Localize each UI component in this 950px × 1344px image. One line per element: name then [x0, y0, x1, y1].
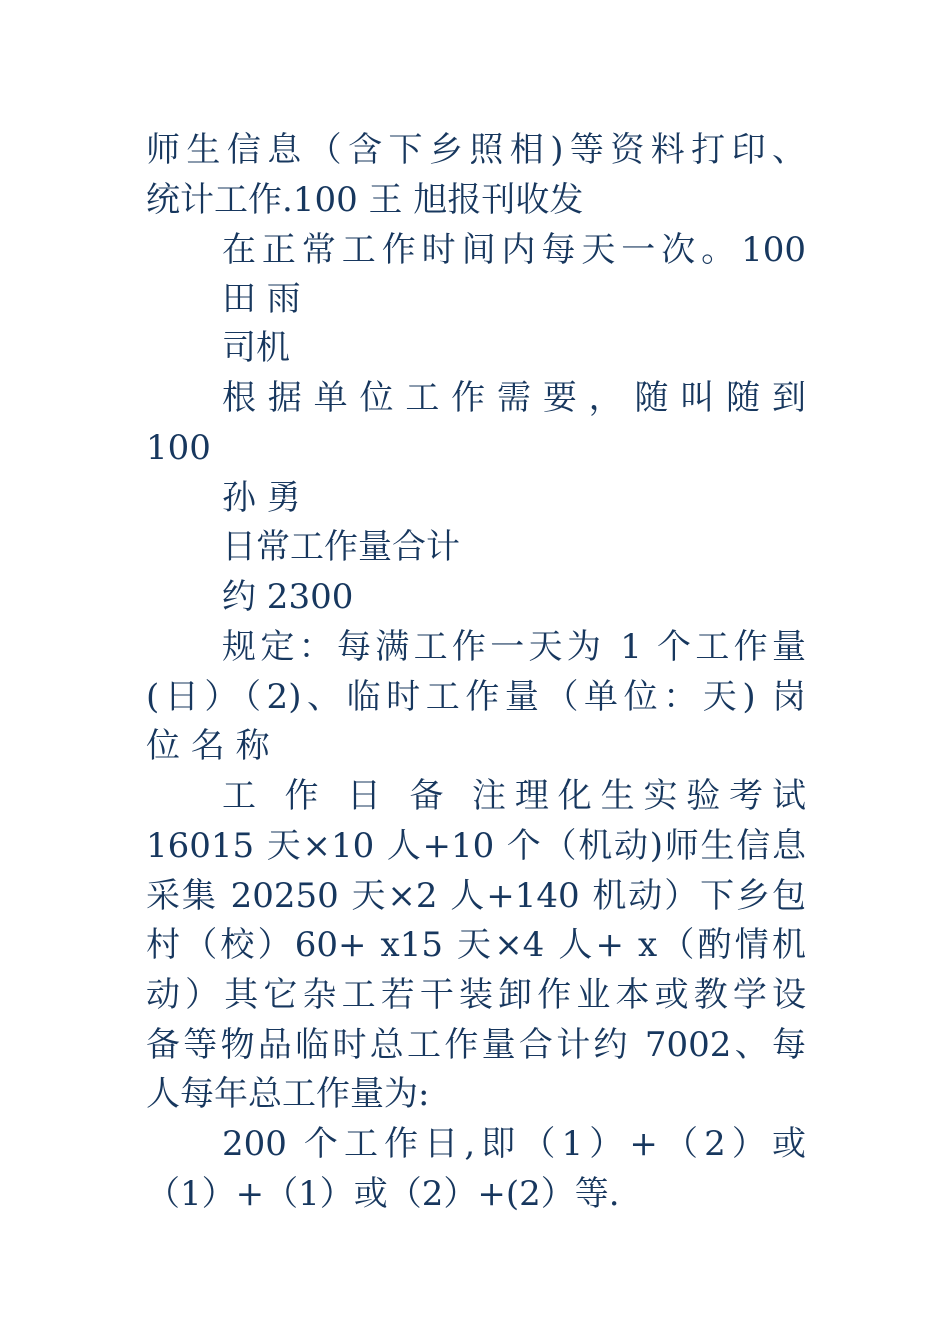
text-line: 统计工作.100 王 旭报刊收发 — [146, 180, 584, 220]
text-line: 日常工作量合计 — [222, 527, 460, 567]
text-line: 动）其它杂工若干装卸作业本或教学设 — [146, 975, 806, 1015]
text-line: (日）（2)、临时工作量（单位：天) 岗 — [146, 677, 806, 717]
text-line: 约 2300 — [222, 577, 354, 617]
text-line: 位 名 称 — [146, 726, 270, 766]
text-line: 采集 20250 天×2 人+140 机动）下乡包 — [146, 876, 806, 916]
text-line: 田 雨 — [222, 279, 301, 319]
text-line: 备等物品临时总工作量合计约 7002、每 — [146, 1025, 806, 1065]
text-line: 规定：每满工作一天为 1 个工作量 — [222, 627, 806, 667]
text-line: 师生信息（含下乡照相)等资料打印、 — [146, 130, 806, 170]
text-line: 人每年总工作量为: — [146, 1074, 430, 1114]
text-line: 工 作 日 备 注理化生实验考试 — [222, 776, 806, 816]
text-line: 司机 — [222, 328, 290, 368]
text-line: 根据单位工作需要，随叫随到 — [222, 378, 806, 418]
text-line: 孙 勇 — [222, 478, 301, 518]
text-line: 在正常工作时间内每天一次。100 — [222, 230, 806, 270]
text-line: 村（校）60+ x15 天×4 人+ x（酌情机 — [146, 925, 806, 965]
text-line: 100 — [146, 428, 211, 468]
text-line: 16015 天×10 人+10 个（机动)师生信息 — [146, 826, 806, 866]
text-line: （1）+（1）或（2）+(2）等. — [146, 1174, 620, 1214]
text-line: 200 个工作日,即（1）+（2）或 — [222, 1124, 806, 1164]
